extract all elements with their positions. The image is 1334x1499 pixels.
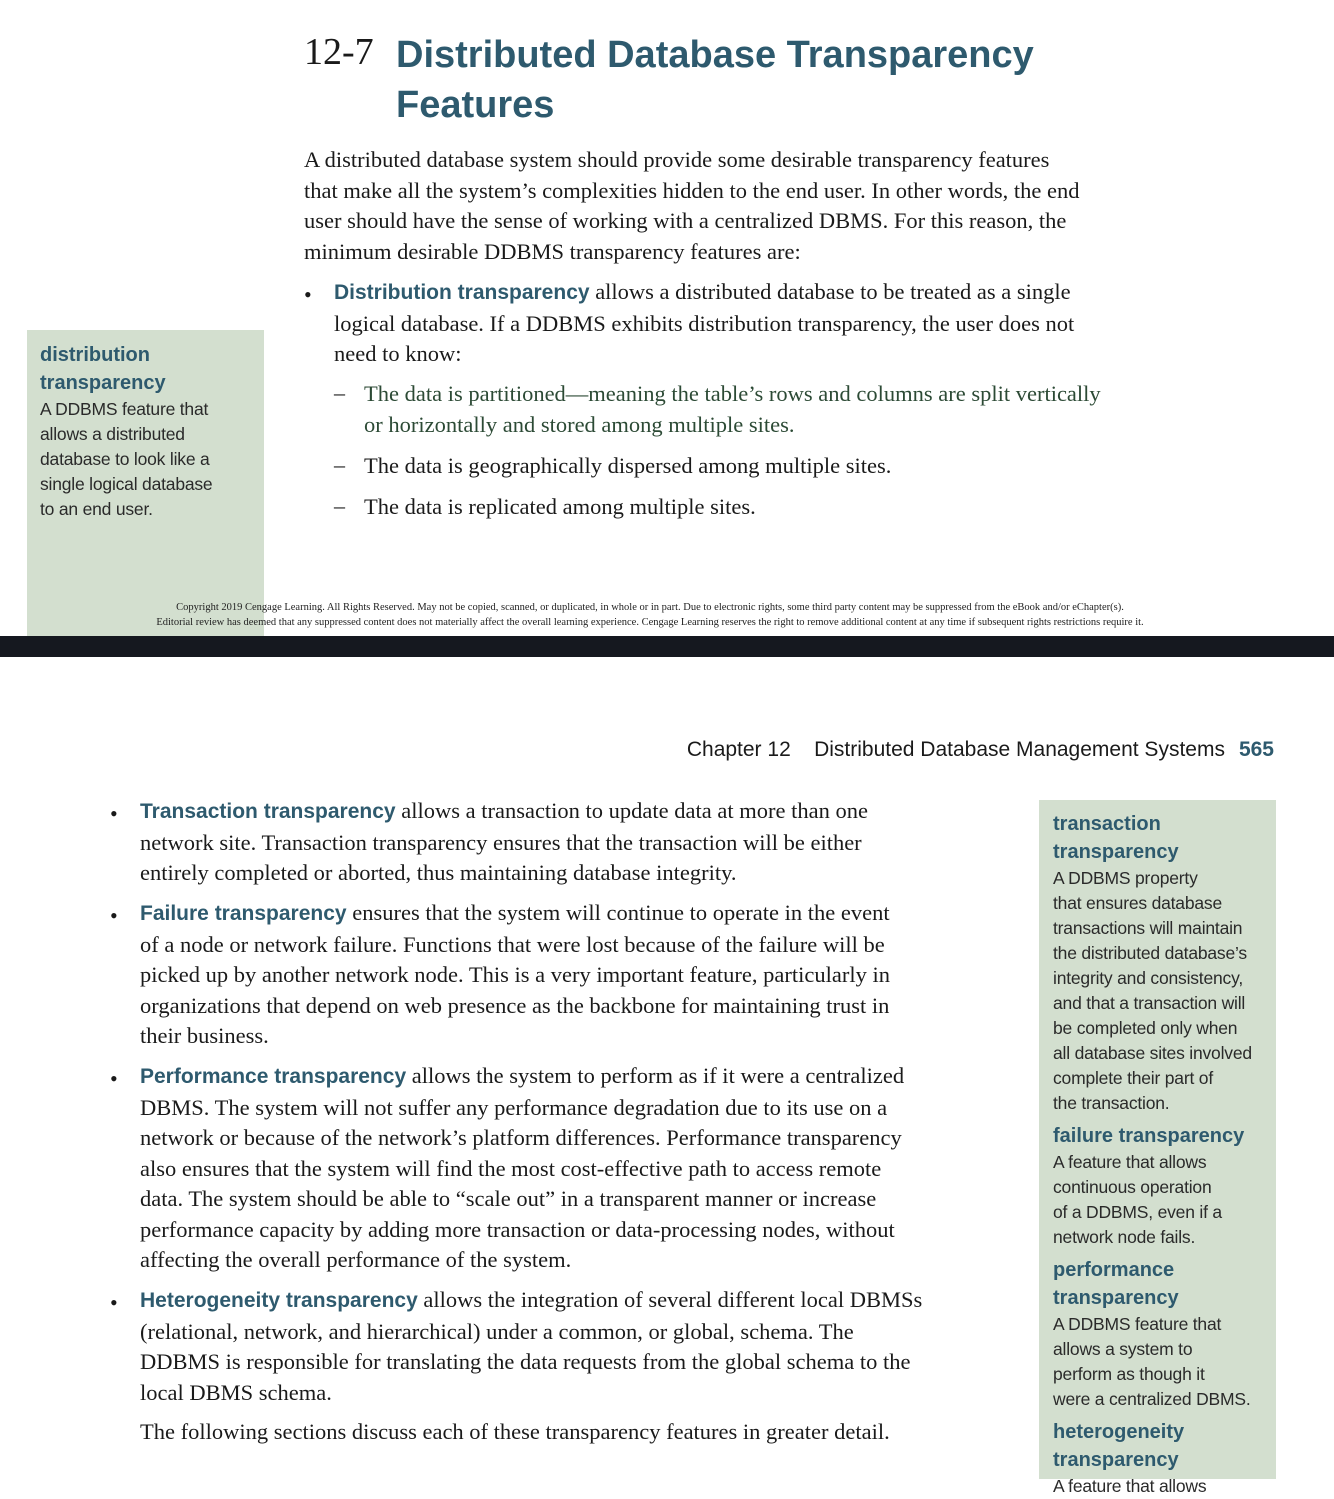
page-number: 565 <box>1238 738 1274 761</box>
dash: – <box>334 380 345 405</box>
sub-item-partitioned: The data is partitioned—meaning the table’s rows and columns are split vertically or horizontally and stored among multiple sites. <box>364 381 1101 437</box>
intro-line: A distributed database system should provide some desirable transparency features <box>304 147 1050 172</box>
section-title <box>396 30 1116 130</box>
closing-sentence: The following sections discuss each of these transparency features in greater detail. <box>140 1419 890 1444</box>
bullet-heterogeneity: Heterogeneity transparency allows the integration of several different local DBMSs (relational, network, and hierarchical) under a common, or global, schema. The DDBMS is responsible for translating the data requests from the global schema to the local DBMS schema. <box>140 1287 923 1405</box>
margin-note-transaction: transaction transparency A DDBMS property that ensures database transactions will maintain the distributed database’s integrity and consistency, and that a transaction will be completed only when all database sites involved complete their part of the transaction. <box>1053 813 1252 1113</box>
margin-note-performance: performance transparency A DDBMS feature that allows a system to perform as though it were a centralized DBMS. <box>1053 1259 1251 1409</box>
term-distribution-transparency[interactable]: Distribution transparency <box>334 281 590 304</box>
margin-notes-bottom <box>1039 800 1276 1496</box>
term-transaction-transparency[interactable]: Transaction transparency <box>140 800 396 823</box>
dash: – <box>334 493 345 518</box>
bullet-dot: • <box>110 801 118 826</box>
running-head <box>687 738 1274 762</box>
bullet-dot: • <box>110 903 118 928</box>
intro-line: minimum desirable DDBMS transparency features are: <box>304 238 801 264</box>
margin-note-distribution: distribution transparency A DDBMS feature that allows a distributed database to look like a single logical database to an end user. <box>27 330 264 636</box>
intro-line: that make all the system’s complexities hidden to the end user. In other words, the end <box>304 177 1080 203</box>
margin-note-failure: failure transparency A feature that allows continuous operation of a DDBMS, even if a network node fails. <box>1053 1125 1245 1247</box>
sub-item-replicated: The data is replicated among multiple sites. <box>364 494 756 519</box>
bullet-dot: • <box>110 1066 118 1091</box>
copyright-line1: Copyright 2019 Cengage Learning. All Rights Reserved. May not be copied, scanned, or duplicated, in whole or in part. Due to electronic rights, some third party content may be suppressed from the eBook and/or eChapter(s). <box>176 602 1124 613</box>
margin-note-heterogeneity: heterogeneity transparency A feature that allows <box>1053 1421 1207 1496</box>
section-number: 12-7 <box>304 31 374 73</box>
intro-line: user should have the sense of working with a centralized DBMS. For this reason, the <box>304 208 1067 233</box>
bullet-dot: • <box>110 1290 118 1315</box>
term-failure-transparency[interactable]: Failure transparency <box>140 902 347 925</box>
chapter-title: Chapter 12 Distributed Database Management Systems <box>686 738 1225 761</box>
section-title-line1: Distributed Database Transparency <box>396 34 1034 76</box>
page-divider <box>0 636 1334 657</box>
bullet-distribution: Distribution transparency allows a distributed database to be treated as a single logical database. If a DDBMS exhibits distribution transparency, the user does not need to know: <box>334 279 1075 366</box>
bullet-dot: • <box>304 282 312 307</box>
sub-item-dispersed: The data is geographically dispersed among multiple sites. <box>364 453 892 478</box>
copyright-line2: Editorial review has deemed that any suppressed content does not materially affect the overall learning experience. Cengage Learning reserves the right to remove additional content at any time if subsequent rights restrictions require it. <box>156 617 1144 628</box>
bullet-performance: Performance transparency allows the system to perform as if it were a centralized DBMS. The system will not suffer any performance degradation due to its use on a network or because of the network’s platform differences. Performance transparency also ensures that the system will find the most cost-effective path to access remote data. The system should be able to “scale out” in a transparent manner or increase performance capacity by adding more transaction or data-processing nodes, without affecting the overall performance of the system. <box>140 1063 905 1272</box>
dash: – <box>334 452 345 477</box>
intro-paragraph <box>304 145 1192 267</box>
bullet-failure: Failure transparency ensures that the system will continue to operate in the event of a node or network failure. Functions that were lost because of the failure will be picked up by another network node. This is a very important feature, particularly in organizations that depend on web presence as the backbone for maintaining trust in their business. <box>140 900 890 1048</box>
section-title-line2: Features <box>396 84 555 126</box>
term-heterogeneity-transparency[interactable]: Heterogeneity transparency <box>140 1289 418 1312</box>
term-performance-transparency[interactable]: Performance transparency <box>140 1065 407 1088</box>
bullet-transaction: Transaction transparency allows a transaction to update data at more than one network site. Transaction transparency ensures that the transaction will be either entirely completed or aborted, thus maintaining database integrity. <box>140 798 868 885</box>
